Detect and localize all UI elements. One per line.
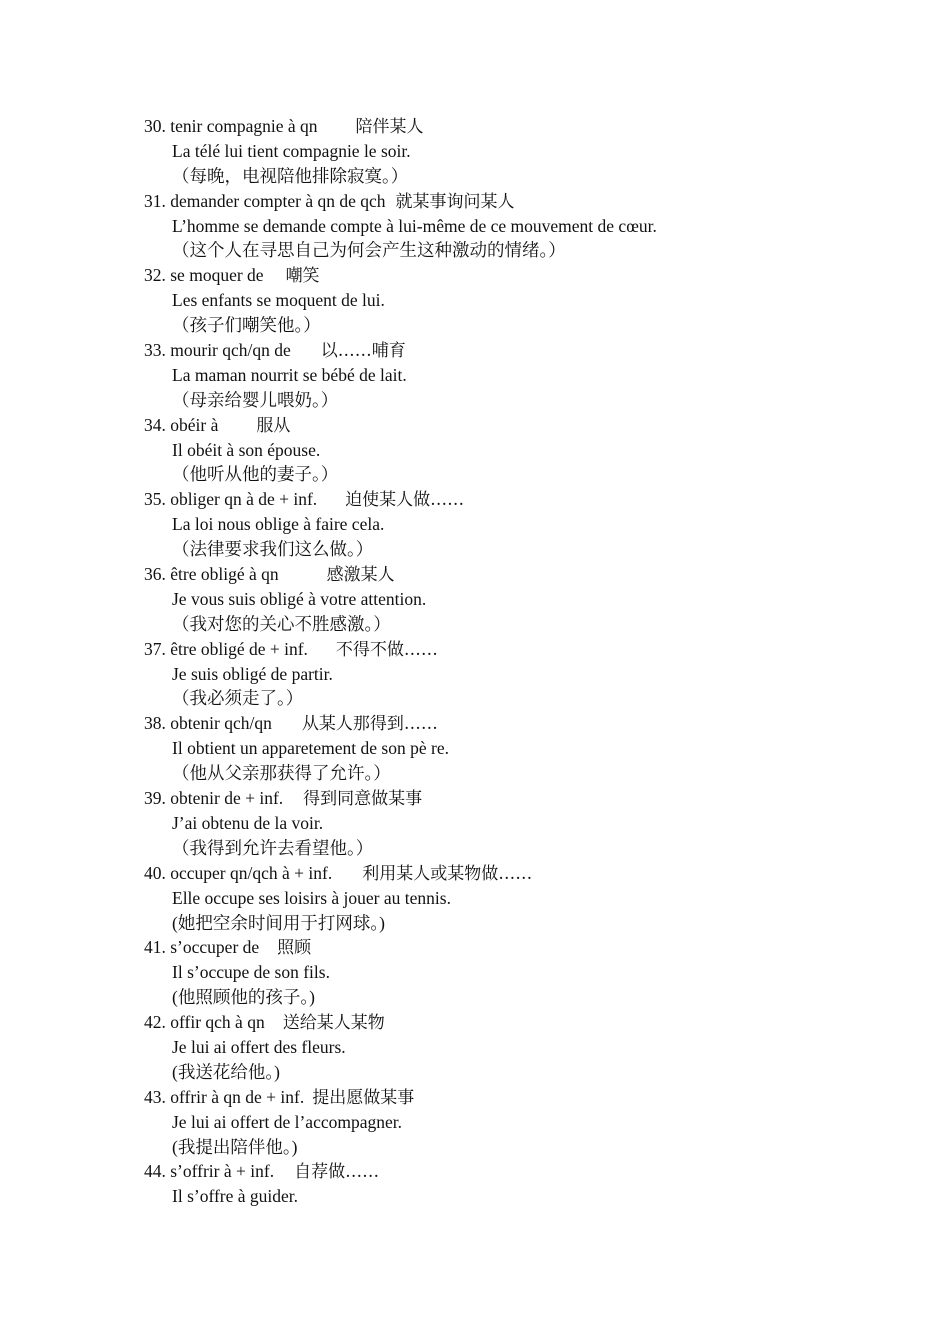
entry-phrase: 43. offrir à qn de + inf. — [144, 1086, 305, 1107]
entry-example: Je suis obligé de partir. — [172, 663, 333, 684]
entry-meaning: 嘲笑 — [285, 266, 320, 287]
entry-phrase: 42. offir qch à qn — [144, 1012, 265, 1033]
entry-translation: （他听从他的妻子。） — [172, 464, 339, 485]
entry-example: Elle occupe ses loisirs à jouer au tennis. — [172, 887, 451, 908]
entry-phrase: 44. s’offrir à + inf. — [144, 1161, 275, 1182]
entry-heading — [144, 786, 844, 811]
vocabulary-entry — [144, 114, 844, 189]
entry-translation: （我对您的关心不胜感激。） — [172, 613, 391, 634]
entry-example: Je lui ai offert des fleurs. — [172, 1036, 346, 1057]
entry-heading — [144, 189, 844, 214]
vocabulary-entry — [144, 1085, 844, 1160]
entry-phrase: 40. occuper qn/qch à + inf. — [144, 862, 333, 883]
entry-example: La maman nourrit se bébé de lait. — [172, 364, 407, 385]
entry-phrase: 38. obtenir qch/qn — [144, 713, 272, 734]
entry-heading — [144, 114, 844, 139]
entry-example: Les enfants se moquent de lui. — [172, 290, 385, 311]
entry-example: La télé lui tient compagnie le soir. — [172, 140, 411, 161]
entry-heading — [144, 1085, 844, 1110]
entry-meaning: 从某人那得到…… — [301, 714, 438, 735]
entry-phrase: 30. tenir compagnie à qn — [144, 116, 318, 136]
entry-example: Il s’offre à guider. — [172, 1186, 299, 1207]
entry-heading — [144, 861, 844, 886]
entry-heading — [144, 711, 844, 736]
entry-example: Je lui ai offert de l’accompagner. — [172, 1111, 402, 1132]
entry-translation: （我必须走了。） — [172, 688, 304, 709]
vocabulary-entry — [144, 338, 844, 413]
entry-meaning: 不得不做…… — [335, 639, 438, 660]
entry-translation: (我送花给他。) — [172, 1061, 280, 1082]
entry-phrase: 33. mourir qch/qn de — [144, 340, 291, 361]
entry-translation: (他照顾他的孩子。) — [172, 987, 315, 1008]
entry-example: La loi nous oblige à faire cela. — [172, 514, 385, 535]
entry-meaning: 迫使某人做…… — [345, 490, 465, 511]
entry-heading — [144, 562, 844, 587]
entry-meaning: 照顾 — [277, 938, 312, 959]
entry-example: L’homme se demande compte à lui-même de ce mouvement de cœur. — [172, 215, 657, 236]
entry-meaning: 服从 — [256, 415, 291, 436]
vocabulary-entry — [144, 413, 844, 488]
entry-translation: （我得到允许去看望他。） — [172, 837, 374, 858]
entry-heading — [144, 413, 844, 438]
entry-heading — [144, 263, 844, 288]
entry-phrase: 34. obéir à — [144, 414, 219, 435]
vocabulary-entry — [144, 711, 844, 786]
entry-heading — [144, 1159, 844, 1184]
vocabulary-entry — [144, 189, 844, 264]
entry-heading — [144, 487, 844, 512]
entry-phrase: 36. être obligé à qn — [144, 564, 279, 585]
entry-phrase: 37. être obligé de + inf. — [144, 638, 308, 659]
entry-heading — [144, 637, 844, 662]
entry-example: Il obéit à son épouse. — [172, 439, 321, 460]
entry-translation: （这个人在寻思自己为何会产生这种激动的情绪。） — [172, 240, 566, 261]
entry-example: J’ai obtenu de la voir. — [172, 812, 324, 833]
entry-meaning: 就某事询问某人 — [395, 191, 515, 212]
vocabulary-entry — [144, 1010, 844, 1085]
entry-translation: （母亲给婴儿喂奶。） — [172, 389, 339, 410]
entry-phrase: 39. obtenir de + inf. — [144, 788, 284, 809]
vocabulary-entry — [144, 935, 844, 1010]
entry-meaning: 送给某人某物 — [282, 1013, 385, 1034]
entry-translation: （法律要求我们这么做。） — [172, 539, 374, 560]
vocabulary-list — [144, 114, 844, 1209]
entry-translation: （每晚，电视陪他排除寂寞。） — [172, 165, 409, 186]
vocabulary-entry — [144, 637, 844, 712]
entry-example: Il s’occupe de son fils. — [172, 962, 330, 983]
entry-translation: (我提出陪伴他。) — [172, 1136, 298, 1157]
entry-meaning: 以……哺育 — [320, 341, 406, 362]
vocabulary-entry — [144, 861, 844, 936]
entry-meaning: 自荐做…… — [294, 1162, 380, 1183]
entry-phrase: 31. demander compter à qn de qch — [144, 190, 386, 211]
entry-meaning: 感激某人 — [326, 565, 395, 586]
entry-heading — [144, 935, 844, 960]
entry-phrase: 35. obliger qn à de + inf. — [144, 489, 318, 510]
entry-meaning: 得到同意做某事 — [303, 789, 423, 810]
entry-example: Je vous suis obligé à votre attention. — [172, 588, 427, 609]
vocabulary-entry — [144, 487, 844, 562]
entry-translation: （他从父亲那获得了允许。） — [172, 763, 391, 784]
vocabulary-entry — [144, 263, 844, 338]
vocabulary-entry — [144, 786, 844, 861]
entry-meaning: 陪伴某人 — [355, 117, 424, 137]
vocabulary-entry — [144, 562, 844, 637]
entry-phrase: 41. s’occuper de — [144, 937, 260, 958]
vocabulary-entry — [144, 1159, 844, 1209]
entry-translation: (她把空余时间用于打网球。) — [172, 912, 385, 933]
entry-heading — [144, 338, 844, 363]
entry-example: Il obtient un apparetement de son pè re. — [172, 738, 449, 759]
entry-meaning: 提出愿做某事 — [312, 1087, 415, 1108]
entry-translation: （孩子们嘲笑他。） — [172, 315, 321, 336]
entry-meaning: 利用某人或某物做…… — [362, 863, 533, 884]
entry-heading — [144, 1010, 844, 1035]
entry-phrase: 32. se moquer de — [144, 265, 264, 286]
